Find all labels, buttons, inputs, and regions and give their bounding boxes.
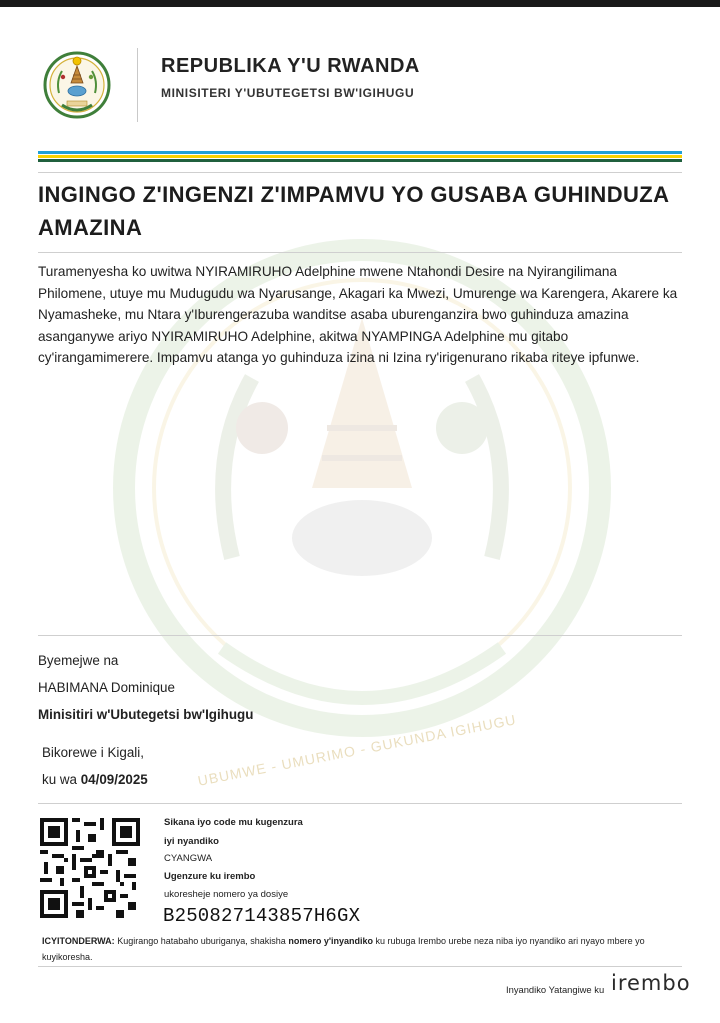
- footer-rule: [38, 966, 682, 967]
- ministry-title: MINISITERI Y'UBUTEGETSI BW'IGIHUGU: [161, 86, 415, 100]
- document-body: Turamenyesha ko uwitwa NYIRAMIRUHO Adelphine mwene Ntahondi Desire na Nyirangilimana Philomene, utuye mu Mudugudu wa Nyarusange, Akagari ka Mwezi, Umurenge wa Karengera, Akarere ka Nyamasheke, mu Ntara y'Iburengerazuba wanditse asaba uburenganzira bwo guhinduza amazina asanganywe ariyo NYIRAMIRUHO Adelphine, akitwa NYAMPINGA Adelphine mu gitabo cy'irangamimerere. Impamvu atanga yo guhinduza izina ni Izina ry'irigenurano rikaba riteye ipfunwe.: [38, 264, 678, 366]
- title-bottom-rule: [38, 252, 682, 253]
- document-number[interactable]: B250827143857H6GX: [163, 905, 361, 927]
- title-top-rule: [38, 172, 682, 173]
- top-bar: [0, 0, 720, 7]
- flag-stripes: [38, 151, 682, 164]
- flag-stripe-blue: [38, 151, 682, 154]
- verify-or: CYANGWA: [164, 853, 213, 864]
- issued-by-text: Inyandiko Yatangiwe ku: [506, 984, 605, 995]
- document-title: INGINGO Z'INGENZI Z'IMPAMVU YO GUSABA GUHINDUZA AMAZINA: [38, 182, 669, 240]
- flag-stripe-green: [38, 159, 682, 162]
- verify-instruction-2: iyi nyandiko: [164, 836, 219, 847]
- verify-doc-number-hint: ukoresheje nomero ya dosiye: [164, 889, 289, 900]
- rwanda-coat-of-arms-icon: [42, 49, 112, 123]
- republic-title: REPUBLIKA Y'U RWANDA: [161, 55, 420, 77]
- flag-stripe-yellow: [38, 155, 682, 158]
- notice-text-2: ku rubuga Irembo urebe neza niba iyo nyandiko ari nyayo mbere yo kuyikoresha.: [42, 936, 645, 962]
- irembo-logo: irembo: [611, 971, 691, 995]
- watermark-motto: UBUMWE - UMURIMO - GUKUNDA IGIHUGU: [196, 711, 518, 789]
- approved-by-label: Byemejwe na: [38, 653, 119, 668]
- signatory-position: Minisitiri w'Ubutegetsi bw'Igihugu: [38, 707, 254, 722]
- issue-date: 04/09/2025: [80, 772, 148, 787]
- verify-irembo-line: Ugenzure ku irembo: [164, 871, 256, 882]
- notice-text: [42, 933, 672, 965]
- notice-label: ICYITONDERWA:: [42, 936, 115, 946]
- verify-instruction-1: Sikana iyo code mu kugenzura: [164, 817, 303, 828]
- signatory-name: HABIMANA Dominique: [38, 680, 175, 695]
- signature-top-rule: [38, 635, 682, 636]
- verification-top-rule: [38, 803, 682, 804]
- qr-code-icon[interactable]: [40, 818, 140, 918]
- notice-text-1: Kugirango hatabaho uburiganya, shakisha: [114, 936, 289, 946]
- issue-date-line: [42, 772, 148, 787]
- issue-place: Bikorewe i Kigali,: [42, 745, 144, 760]
- date-prefix: ku wa: [42, 772, 77, 787]
- notice-bold: nomero y'inyandiko: [288, 936, 373, 946]
- header-divider: [137, 48, 138, 122]
